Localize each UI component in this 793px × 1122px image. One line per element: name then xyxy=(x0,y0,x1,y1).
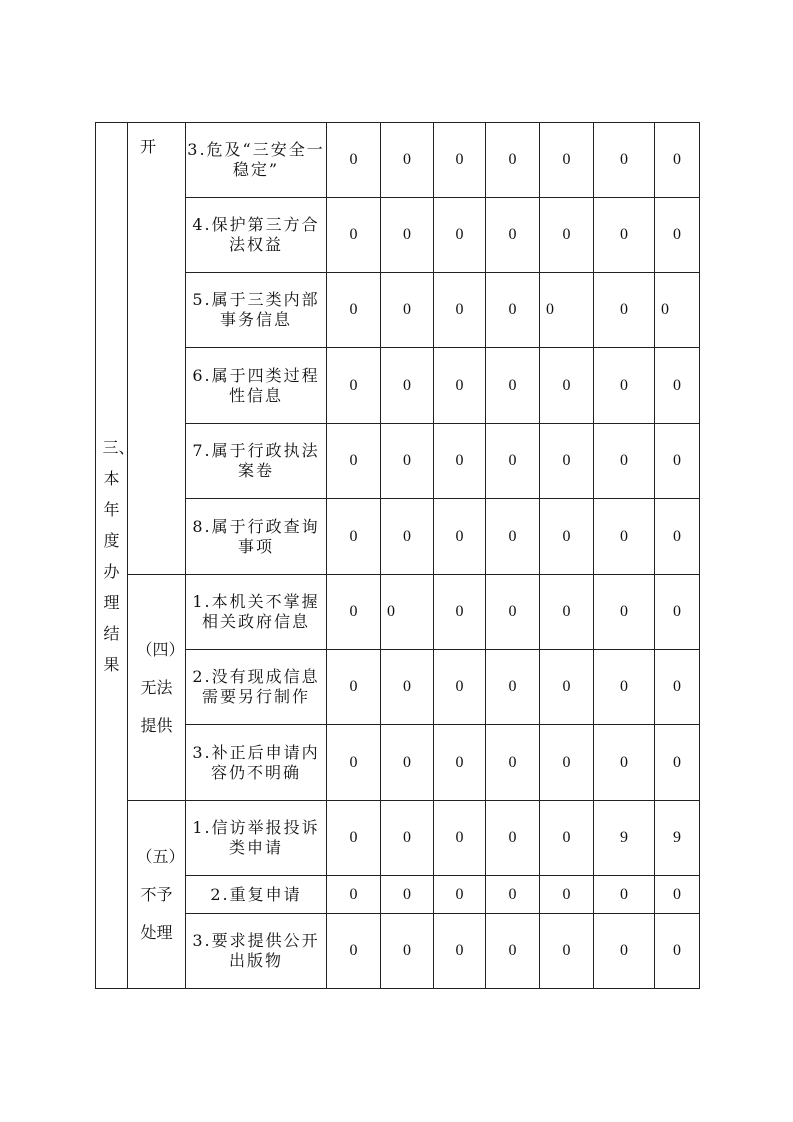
row-label: 4.保护第三方合法权益 xyxy=(186,198,327,273)
value-cell: 0 xyxy=(434,499,486,575)
value-cell: 0 xyxy=(486,123,540,198)
value-cell: 0 xyxy=(327,650,381,725)
value-cell: 0 xyxy=(655,123,700,198)
group-label: （五）不予处理 xyxy=(136,846,185,942)
value-cell: 0 xyxy=(381,348,434,424)
row-label: 3.要求提供公开出版物 xyxy=(186,914,327,989)
value-cell: 0 xyxy=(655,273,700,348)
value-cell: 9 xyxy=(594,801,655,876)
table-row xyxy=(96,801,700,876)
row-label: 5.属于三类内部事务信息 xyxy=(186,273,327,348)
table-row xyxy=(96,876,700,914)
group-label: 开 xyxy=(140,137,157,156)
row-label: 1.本机关不掌握相关政府信息 xyxy=(186,575,327,650)
value-cell: 0 xyxy=(540,123,594,198)
value-cell: 0 xyxy=(655,198,700,273)
value-cell: 0 xyxy=(381,499,434,575)
value-cell: 9 xyxy=(655,801,700,876)
value-cell: 0 xyxy=(486,424,540,499)
value-cell: 0 xyxy=(540,914,594,989)
value-cell: 0 xyxy=(434,801,486,876)
table-row xyxy=(96,725,700,801)
row-label: 1.信访举报投诉类申请 xyxy=(186,801,327,876)
value-cell: 0 xyxy=(594,914,655,989)
value-cell: 0 xyxy=(327,499,381,575)
table-row xyxy=(96,123,700,198)
value-cell: 0 xyxy=(486,273,540,348)
value-cell: 0 xyxy=(540,424,594,499)
value-cell: 0 xyxy=(540,198,594,273)
table-row xyxy=(96,198,700,273)
value-cell: 0 xyxy=(594,348,655,424)
value-cell: 0 xyxy=(655,575,700,650)
value-cell: 0 xyxy=(327,725,381,801)
value-cell: 0 xyxy=(434,650,486,725)
value-cell: 0 xyxy=(381,914,434,989)
value-cell: 0 xyxy=(327,348,381,424)
value-cell: 0 xyxy=(540,499,594,575)
value-cell: 0 xyxy=(540,876,594,914)
group-label: （四）无法提供 xyxy=(136,639,185,735)
value-cell: 0 xyxy=(381,575,434,650)
value-cell: 0 xyxy=(486,801,540,876)
value-cell: 0 xyxy=(540,273,594,348)
value-cell: 0 xyxy=(655,914,700,989)
section-label-cell xyxy=(96,123,135,989)
value-cell: 0 xyxy=(540,650,594,725)
value-cell: 0 xyxy=(540,801,594,876)
value-cell: 0 xyxy=(655,499,700,575)
group-label-cell xyxy=(128,575,186,801)
value-cell: 0 xyxy=(655,424,700,499)
value-cell: 0 xyxy=(327,801,381,876)
table-row xyxy=(96,424,700,499)
value-cell: 0 xyxy=(594,198,655,273)
value-cell: 0 xyxy=(381,725,434,801)
value-cell: 0 xyxy=(594,499,655,575)
value-cell: 0 xyxy=(486,198,540,273)
row-label: 8.属于行政查询事项 xyxy=(186,499,327,575)
value-cell: 0 xyxy=(381,876,434,914)
group-label-cell xyxy=(128,123,186,575)
row-label: 2.重复申请 xyxy=(186,876,327,914)
value-cell: 0 xyxy=(486,914,540,989)
value-cell: 0 xyxy=(486,725,540,801)
row-label: 2.没有现成信息需要另行制作 xyxy=(186,650,327,725)
value-cell: 0 xyxy=(434,198,486,273)
value-cell: 0 xyxy=(434,123,486,198)
value-cell: 0 xyxy=(594,273,655,348)
section-label: 三、本年度办理结果 xyxy=(102,437,135,674)
row-label: 3.补正后申请内容仍不明确 xyxy=(186,725,327,801)
value-cell: 0 xyxy=(434,273,486,348)
value-cell: 0 xyxy=(434,914,486,989)
value-cell: 0 xyxy=(381,123,434,198)
value-cell: 0 xyxy=(486,650,540,725)
value-cell: 0 xyxy=(486,499,540,575)
value-cell: 0 xyxy=(594,725,655,801)
group-label-cell xyxy=(128,801,186,989)
value-cell: 0 xyxy=(381,198,434,273)
value-cell: 0 xyxy=(540,725,594,801)
row-label: 7.属于行政执法案卷 xyxy=(186,424,327,499)
value-cell: 0 xyxy=(327,198,381,273)
value-cell: 0 xyxy=(434,575,486,650)
value-cell: 0 xyxy=(540,575,594,650)
value-cell: 0 xyxy=(594,123,655,198)
table-row xyxy=(96,575,700,650)
value-cell: 0 xyxy=(381,650,434,725)
value-cell: 0 xyxy=(381,801,434,876)
value-cell: 0 xyxy=(594,575,655,650)
row-label: 3.危及“三安全一稳定” xyxy=(186,123,327,198)
value-cell: 0 xyxy=(327,876,381,914)
value-cell: 0 xyxy=(655,725,700,801)
value-cell: 0 xyxy=(594,424,655,499)
results-table xyxy=(95,122,700,989)
value-cell: 0 xyxy=(486,575,540,650)
table-row xyxy=(96,650,700,725)
value-cell: 0 xyxy=(655,876,700,914)
value-cell: 0 xyxy=(434,348,486,424)
value-cell: 0 xyxy=(655,348,700,424)
value-cell: 0 xyxy=(486,348,540,424)
value-cell: 0 xyxy=(486,876,540,914)
value-cell: 0 xyxy=(655,650,700,725)
value-cell: 0 xyxy=(434,725,486,801)
table-row xyxy=(96,499,700,575)
table-row xyxy=(96,914,700,989)
value-cell: 0 xyxy=(327,123,381,198)
value-cell: 0 xyxy=(594,876,655,914)
value-cell: 0 xyxy=(434,424,486,499)
table-row xyxy=(96,273,700,348)
value-cell: 0 xyxy=(327,273,381,348)
value-cell: 0 xyxy=(381,424,434,499)
table-row xyxy=(96,348,700,424)
value-cell: 0 xyxy=(381,273,434,348)
value-cell: 0 xyxy=(327,914,381,989)
value-cell: 0 xyxy=(594,650,655,725)
value-cell: 0 xyxy=(327,424,381,499)
value-cell: 0 xyxy=(327,575,381,650)
row-label: 6.属于四类过程性信息 xyxy=(186,348,327,424)
value-cell: 0 xyxy=(540,348,594,424)
value-cell: 0 xyxy=(434,876,486,914)
